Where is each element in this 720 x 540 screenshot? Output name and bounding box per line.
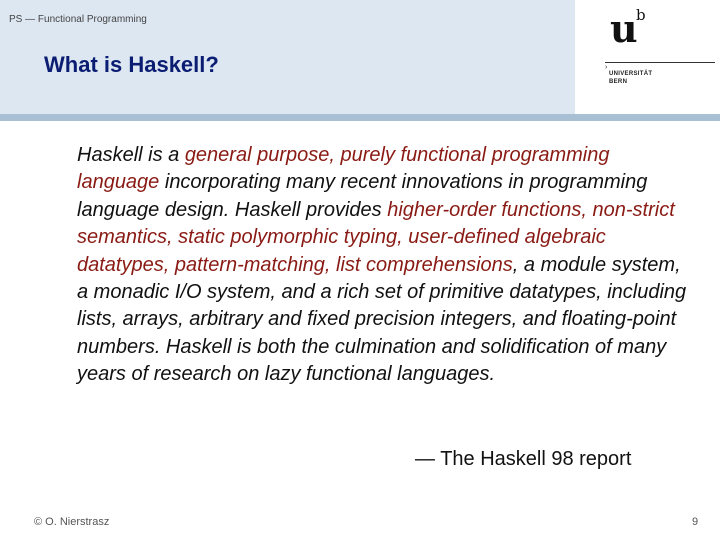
university-logo <box>576 0 720 114</box>
slide-header <box>0 0 575 114</box>
logo-u-letter: u <box>610 6 638 51</box>
page-number: 9 <box>692 516 699 528</box>
logo-rule <box>605 62 715 63</box>
quote-text: incorporating many recent innovations in programming language design. Haskell provides <box>77 171 648 221</box>
logo-text <box>609 70 652 86</box>
quote-highlight: higher-order functions, non-strict semantics, static polymorphic typing, user-defined algebraic datatypes, pattern-matching, list comprehensions <box>77 198 675 276</box>
quote-text: Haskell is a <box>77 144 185 166</box>
haskell-quote <box>77 142 687 389</box>
header-divider <box>0 114 720 121</box>
quote-attribution: — The Haskell 98 report <box>415 448 632 470</box>
logo-b-letter: b <box>636 6 646 24</box>
logo-line-2: BERN <box>609 79 628 85</box>
logo-chevron-icon: › <box>605 64 608 71</box>
quote-text: , a module system, a monadic I/O system, and a rich set of primitive datatypes, including lists, arrays, arbitrary and fixed precision integers, and floating-point numbers. Haskell is both the culmination and solidification of many years of research on lazy functional languages. <box>77 253 687 386</box>
slide-title: What is Haskell? <box>44 52 219 77</box>
logo-line-1: UNIVERSITÄT <box>609 71 653 77</box>
footer-copyright: © O. Nierstrasz <box>34 516 110 528</box>
quote-highlight: general purpose, purely functional programming language <box>77 144 610 194</box>
course-name: PS — Functional Programming <box>9 14 147 25</box>
